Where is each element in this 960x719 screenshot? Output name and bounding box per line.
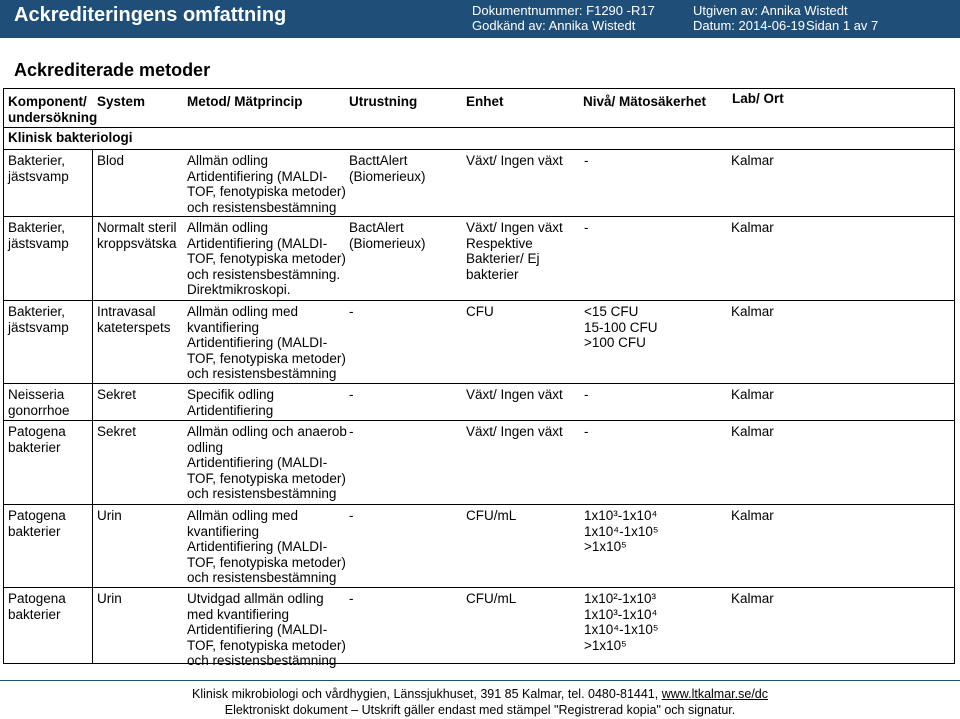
cell-component: Patogena bakterier bbox=[8, 591, 66, 622]
cell-lab: Kalmar bbox=[731, 304, 774, 319]
cell-unit: Växt/ Ingen växt bbox=[466, 153, 563, 168]
cell-system: Sekret bbox=[97, 424, 137, 439]
cell-equipment: - bbox=[349, 304, 354, 319]
cell-level: - bbox=[584, 424, 589, 439]
cell-lab: Kalmar bbox=[731, 153, 774, 168]
cell-level: <15 CFU 15-100 CFU >100 CFU bbox=[584, 304, 658, 350]
cell-unit: CFU bbox=[466, 304, 494, 319]
cell-unit: Växt/ Ingen växt bbox=[466, 424, 563, 439]
cell-lab: Kalmar bbox=[731, 220, 774, 235]
cell-equipment: - bbox=[349, 591, 354, 606]
cell-system: Blod bbox=[97, 153, 125, 168]
cell-unit: CFU/mL bbox=[466, 508, 517, 523]
cell-level: - bbox=[584, 387, 589, 402]
footer-divider bbox=[0, 680, 960, 681]
cell-lab: Kalmar bbox=[731, 424, 774, 439]
cell-method: Allmän odling Artidentifiering (MALDI- TOF, fenotypiska metoder) och resistensbestämning bbox=[187, 153, 346, 215]
cell-method: Allmän odling och anaerob odling Artidentifiering (MALDI- TOF, fenotypiska metoder) och resistensbestämning bbox=[187, 424, 347, 501]
document-header bbox=[0, 0, 960, 38]
cell-level: 1x10²-1x10³ 1x10³-1x10⁴ 1x10⁴-1x10⁵ >1x10⁵ bbox=[584, 591, 659, 653]
cell-component: Patogena bakterier bbox=[8, 508, 66, 539]
cell-system: Urin bbox=[97, 591, 122, 606]
page-footer bbox=[0, 686, 960, 718]
footer-website-link[interactable]: www.ltkalmar.se/dc bbox=[661, 687, 768, 701]
document-title: Ackrediteringens omfattning bbox=[14, 4, 287, 26]
issued-by: Utgiven av: Annika Wistedt bbox=[693, 3, 848, 18]
header-lab: Lab/ Ort bbox=[732, 91, 784, 106]
cell-lab: Kalmar bbox=[731, 591, 774, 606]
cell-unit: Växt/ Ingen växt Respektive Bakterier/ Ej bakterier bbox=[466, 220, 563, 282]
approved-by: Godkänd av: Annika Wistedt bbox=[472, 18, 636, 33]
section-title: Ackrediterade metoder bbox=[14, 60, 211, 80]
cell-equipment: - bbox=[349, 387, 354, 402]
cell-equipment: BacttAlert (Biomerieux) bbox=[349, 153, 426, 184]
cell-method: Utvidgad allmän odling med kvantifiering Artidentifiering (MALDI- TOF, fenotypiska metoder) och resistensbestämning bbox=[187, 591, 346, 668]
cell-equipment: - bbox=[349, 508, 354, 523]
group-label: Klinisk bakteriologi bbox=[8, 130, 133, 145]
cell-component: Bakterier, jästsvamp bbox=[8, 220, 69, 251]
cell-equipment: BactAlert (Biomerieux) bbox=[349, 220, 426, 251]
cell-method: Allmän odling Artidentifiering (MALDI- TOF, fenotypiska metoder) och resistensbestämning. Direktmikroskopi. bbox=[187, 220, 346, 297]
footer-address: Klinisk mikrobiologi och vårdhygien, Länssjukhuset, 391 85 Kalmar, tel. 0480-81441, bbox=[191, 687, 662, 701]
cell-lab: Kalmar bbox=[731, 508, 774, 523]
cell-level: - bbox=[584, 220, 589, 235]
doc-number: Dokumentnummer: F1290 -R17 bbox=[472, 3, 655, 18]
cell-unit: CFU/mL bbox=[466, 591, 517, 606]
cell-unit: Växt/ Ingen växt bbox=[466, 387, 563, 402]
cell-component: Patogena bakterier bbox=[8, 424, 66, 455]
cell-system: Normalt steril kroppsvätska bbox=[97, 220, 177, 251]
document-date: Datum: 2014-06-19 bbox=[693, 18, 806, 33]
cell-component: Neisseria gonorrhoe bbox=[8, 387, 70, 418]
header-system: System bbox=[97, 94, 146, 109]
cell-method: Specifik odling Artidentifiering bbox=[187, 387, 275, 418]
header-unit: Enhet bbox=[466, 94, 504, 109]
cell-method: Allmän odling med kvantifiering Artidentifiering (MALDI- TOF, fenotypiska metoder) och resistensbestämning bbox=[187, 508, 346, 585]
header-method: Metod/ Mätprincip bbox=[187, 94, 303, 109]
header-level: Nivå/ Mätosäkerhet bbox=[583, 94, 707, 109]
header-component: Komponent/ undersökning bbox=[8, 94, 98, 125]
cell-level: - bbox=[584, 153, 589, 168]
cell-system: Sekret bbox=[97, 387, 137, 402]
footer-notice: Elektroniskt dokument – Utskrift gäller endast med stämpel "Registrerad kopia" och signatur. bbox=[224, 703, 736, 717]
cell-system: Urin bbox=[97, 508, 122, 523]
cell-lab: Kalmar bbox=[731, 387, 774, 402]
header-equipment: Utrustning bbox=[349, 94, 418, 109]
cell-system: Intravasal kateterspets bbox=[97, 304, 171, 335]
cell-equipment: - bbox=[349, 424, 354, 439]
cell-level: 1x10³-1x10⁴ 1x10⁴-1x10⁵ >1x10⁵ bbox=[584, 508, 659, 554]
page-number: Sidan 1 av 7 bbox=[806, 18, 879, 33]
cell-component: Bakterier, jästsvamp bbox=[8, 304, 69, 335]
methods-table bbox=[3, 88, 955, 668]
cell-component: Bakterier, jästsvamp bbox=[8, 153, 69, 184]
cell-method: Allmän odling med kvantifiering Artidentifiering (MALDI- TOF, fenotypiska metoder) och resistensbestämning bbox=[187, 304, 346, 381]
